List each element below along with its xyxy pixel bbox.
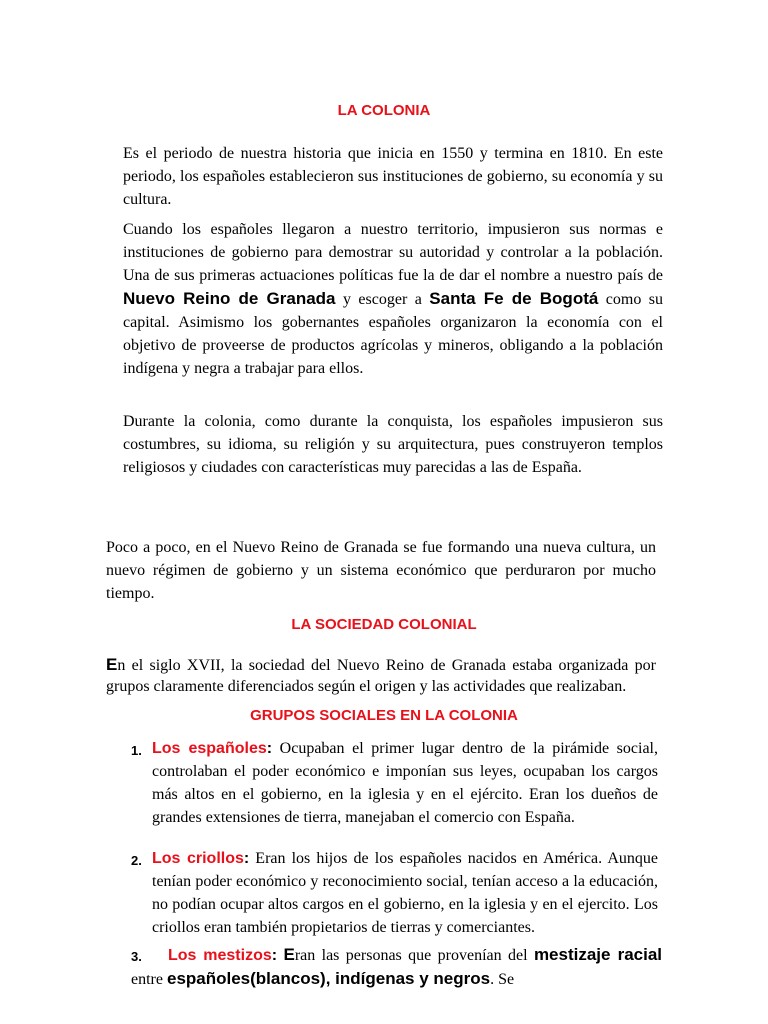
poco-a-poco-text: Poco a poco, en el Nuevo Reino de Granada se fue formando una nueva cultura, un nuevo régimen de gobierno y un sistema económico que perduraron por mucho tiempo. bbox=[106, 539, 656, 602]
title-la-colonia: LA COLONIA bbox=[337, 102, 431, 119]
intro-paragraph-1 bbox=[123, 142, 663, 211]
poco-a-poco-paragraph bbox=[106, 536, 656, 605]
group-3-initial: E bbox=[283, 945, 295, 964]
intro-p2-text-c: como su capital. Asimismo los gobernantes españoles organizaron la economía con el objetivo de proveerse de productos agrícolas y mineros, obligando a la población indígena y negra a trabajar para ellos. bbox=[123, 291, 663, 377]
group-3-term: Los mestizos bbox=[168, 947, 272, 964]
sociedad-paragraph bbox=[106, 654, 656, 697]
group-1-colon: : bbox=[266, 740, 273, 757]
espanoles-indigenas-negros: españoles(blancos), indígenas y negros bbox=[166, 969, 491, 988]
nuevo-reino-de-granada: Nuevo Reino de Granada bbox=[123, 289, 336, 308]
title-la-sociedad-colonial: LA SOCIEDAD COLONIAL bbox=[291, 616, 477, 633]
group-2-text: Eran los hijos de los españoles nacidos en América. Aunque tenían poder económico y reconocimiento social, tenían acceso a la educación, no podían ocupar altos cargos en el gobierno, en la iglesia y en el ejercito. Los criollos eran también propietarios de tierras y comerciantes. bbox=[152, 850, 658, 936]
intro-p2-text-b: y escoger a bbox=[335, 291, 430, 308]
group-3-number: 3. bbox=[131, 949, 142, 964]
title-grupos-sociales: GRUPOS SOCIALES EN LA COLONIA bbox=[250, 707, 518, 724]
group-2-paragraph bbox=[152, 847, 658, 939]
mestizaje-racial: mestizaje racial bbox=[533, 945, 663, 964]
group-1-paragraph bbox=[152, 737, 658, 829]
sociedad-initial: E bbox=[106, 655, 118, 674]
group-3-paragraph bbox=[131, 943, 662, 991]
intro-p1-text: Es el periodo de nuestra historia que inicia en 1550 y termina en 1810. En este periodo, los españoles establecieron sus instituciones de gobierno, su economía y su cultura. bbox=[123, 145, 663, 208]
group-1-number: 1. bbox=[131, 743, 142, 758]
intro-paragraph-3 bbox=[123, 410, 663, 479]
group-1-text: Ocupaban el primer lugar dentro de la pirámide social, controlaban el poder económico e imponían sus leyes, ocupaban los cargos más altos en el gobierno, en la iglesia y en el ejército. Eran los dueños de grandes extensiones de tierra, manejaban el comercio con España. bbox=[152, 740, 659, 826]
group-3-text-b: entre bbox=[131, 971, 167, 988]
group-3-text-c: . Se bbox=[490, 971, 515, 988]
group-2-colon: : bbox=[243, 850, 250, 867]
sociedad-text: n el siglo XVII, la sociedad del Nuevo Reino de Granada estaba organizada por grupos claramente diferenciados según el origen y las actividades que realizaban. bbox=[106, 657, 656, 695]
group-1-term: Los españoles bbox=[152, 740, 267, 757]
intro-p2-text-a: Cuando los españoles llegaron a nuestro territorio, impusieron sus normas e instituciones de gobierno para demostrar su autoridad y controlar a la población. Una de sus primeras actuaciones políticas fue la de dar el nombre a nuestro país de bbox=[123, 221, 663, 284]
intro-p3-text: Durante la colonia, como durante la conquista, los españoles impusieron sus costumbres, su idioma, su religión y su arquitectura, pues construyeron templos religiosos y ciudades con características muy parecidas a las de España. bbox=[123, 413, 663, 476]
group-3-text-a: ran las personas que provenían del bbox=[294, 947, 534, 964]
intro-paragraph-2 bbox=[123, 218, 663, 380]
group-2-number: 2. bbox=[131, 853, 142, 868]
group-2-term: Los criollos bbox=[152, 850, 244, 867]
group-3-colon: : bbox=[271, 947, 278, 964]
santa-fe-de-bogota: Santa Fe de Bogotá bbox=[429, 289, 599, 308]
